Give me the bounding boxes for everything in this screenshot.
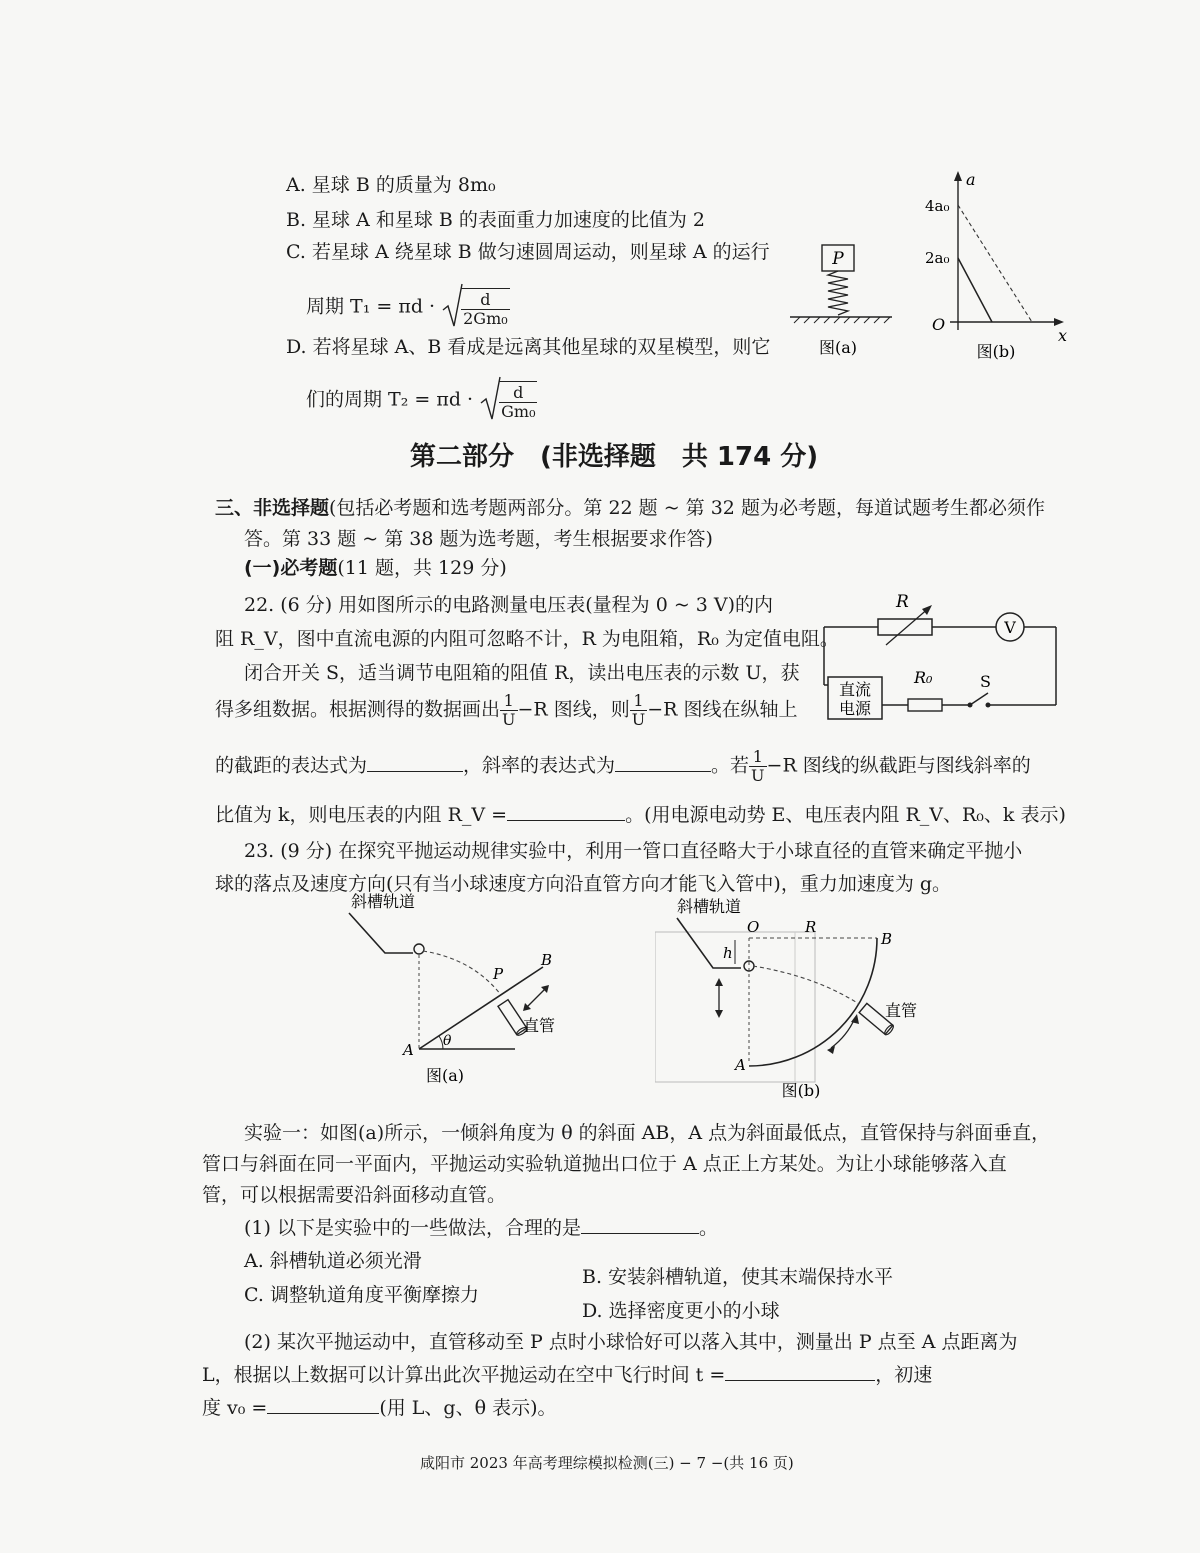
point-a-label: A [735,1056,746,1074]
q21-option-d-fraction: $\frac{d}{\text{Gm₀}}$ [501,382,536,421]
arrow-head-icon [715,1010,723,1018]
one-over-u-fraction: $\frac{1}{U}$ [751,747,765,785]
q23-figure-a [335,885,595,1095]
move-arrow [525,987,547,1009]
rv-answer-blank[interactable] [507,802,625,821]
x-axis-arrow-icon [1054,318,1064,326]
section3-line2: 答。第 33 题 ~ 第 38 题为选考题，考生根据要求作答) [244,528,713,550]
dc-source-label-2: 电源 [838,699,872,718]
fig-b-caption: 图(b) [976,342,1016,361]
q22-line1: 22. (6 分) 用如图所示的电路测量电压表(量程为 0 ~ 3 V)的内 [244,594,774,616]
initial-velocity-answer-blank[interactable] [267,1395,379,1414]
q21-figures [780,165,1080,365]
q23-sub2-line3: 度 v₀ = (用 L、g、θ 表示)。 [202,1397,557,1419]
theta-label: θ [443,1033,452,1049]
sub1-answer-blank[interactable] [581,1215,699,1234]
a-x-graph [925,170,1067,361]
switch-s [970,693,988,705]
voltmeter-label: V [1004,618,1016,637]
point-o-label: O [747,918,760,936]
radius-label: R [805,918,817,936]
sqrt-icon [441,282,463,333]
q22-line3: 闭合开关 S，适当调节电阻箱的阻值 R，读出电压表的示数 U，获 [244,662,800,684]
fig-a-caption: 图(a) [425,1066,465,1085]
arrow-head-icon [922,605,932,615]
q21-option-c: C. 若星球 A 绕星球 B 做匀速圆周运动，则星球 A 的运行 [286,241,770,263]
q23-sub2-line1: (2) 某次平抛运动中，直管移动至 P 点时小球恰好可以落入其中，测量出 P 点至 A 点距离为 [244,1331,1018,1353]
arc-board [749,938,877,1066]
trajectory [423,951,501,995]
point-b-label: B [881,930,893,948]
q22-line6: 比值为 k，则电压表的内阻 R_V = 。(用电源电动势 E、电压表内阻 R_V、R₀、k 表示) [215,804,1066,826]
q22-line5: 的截距的表达式为 ，斜率的表达式为 。若 $\frac{1}{U}$ −R 图线的纵截距与图线斜率的 [215,747,1031,785]
q21-option-b: B. 星球 A 和星球 B 的表面重力加速度的比值为 2 [286,209,706,231]
q22-circuit-diagram [812,585,1062,730]
fig-b-caption: 图(b) [781,1081,821,1100]
required-section-title: (一)必考题(11 题，共 129 分) [244,557,507,579]
q22-line2: 阻 R_V，图中直流电源的内阻可忽略不计，R 为电阻箱，R₀ 为定值电阻。 [215,628,839,650]
dc-source-label-1: 直流 [838,680,872,699]
one-over-u-fraction: $\frac{1}{U}$ [631,691,646,729]
track-label: 斜槽轨道 [351,892,416,911]
solid-line [958,258,992,322]
ball-icon [414,944,424,954]
spring [828,271,848,315]
point-p-label: P [493,965,504,983]
option-b: B. 安装斜槽轨道，使其末端保持水平 [582,1266,894,1288]
page-footer: 咸阳市 2023 年高考理综模拟检测(三) − 7 −(共 16 页) [420,1454,794,1472]
fig-a-caption: 图(a) [818,338,858,357]
tube-label: 直管 [523,1016,556,1035]
switch-contact-icon [986,703,991,708]
label-r: R [896,592,909,612]
option-a: A. 斜槽轨道必须光滑 [244,1250,422,1272]
q21-option-c-period: 周期 T₁ = πd · [306,295,436,318]
q21-option-d: D. 若将星球 A、B 看成是远离其他星球的双星模型，则它 [286,336,771,358]
label-r0: R₀ [914,668,933,687]
point-a-label: A [403,1041,414,1059]
q21-option-d-formula [306,375,537,426]
q23-figure-b [655,890,955,1105]
tube-label: 直管 [885,1001,918,1020]
section3-line1: 三、非选择题(包括必考题和选考题两部分。第 22 题 ~ 第 32 题为必考题，每道试题考生都必须作 [215,497,1045,519]
intercept-answer-blank[interactable] [367,753,463,772]
dashed-line [958,205,1032,322]
tick-2a0: 2a₀ [925,249,950,267]
sqrt-icon [479,375,501,426]
q23-line1: 23. (9 分) 在探究平抛运动规律实验中，利用一管口直径略大于小球直径的直管来确定平抛小 [244,840,1023,862]
point-b-label: B [541,951,553,969]
variable-arrow [886,607,930,645]
q21-option-a: A. 星球 B 的质量为 8m₀ [286,174,496,196]
tick-4a0: 4a₀ [925,197,950,215]
option-c: C. 调整轨道角度平衡摩擦力 [244,1284,479,1306]
track-label: 斜槽轨道 [677,897,742,916]
trajectory [753,966,859,1004]
chute-track [349,913,413,953]
q23-sub2-line2: L，根据以上数据可以计算出此次平抛运动在空中飞行时间 t = ，初速 [202,1364,933,1386]
slope-answer-blank[interactable] [615,753,711,772]
label-s: S [980,672,991,691]
experiment1-line3: 管，可以根据需要沿斜面移动直管。 [202,1184,507,1206]
q23-sub1: (1) 以下是实验中的一些做法，合理的是 。 [244,1217,718,1239]
resistor-box-r [878,619,932,635]
one-over-u-fraction: $\frac{1}{U}$ [502,691,516,729]
x-axis-label: x [1058,326,1068,345]
q22-line4: 得多组数据。根据测得的数据画出 $\frac{1}{U}$ −R 图线，则 $\frac{1}{U}$ −R 图线在纵轴上 [215,691,798,729]
q21-option-d-period: 们的周期 T₂ = πd · [306,388,474,411]
arrow-head-icon [715,978,723,986]
part2-heading: 第二部分 (非选择题 共 174 分) [410,442,819,472]
y-axis-arrow-icon [954,171,962,181]
spring-block-diagram [790,245,892,357]
origin-label: O [932,315,946,334]
ground-hatching [794,317,890,323]
experiment1-line1: 实验一：如图(a)所示，一倾斜角度为 θ 的斜面 AB，A 点为斜面最低点，直管保持与斜面垂直， [244,1122,1051,1144]
height-label: h [723,944,733,962]
experiment1-line2: 管口与斜面在同一平面内，平抛运动实验轨道抛出口位于 A 点正上方某处。为让小球能够落入直 [202,1153,1007,1175]
q21-option-c-formula [306,282,510,333]
block-p-label: P [832,249,844,269]
flight-time-answer-blank[interactable] [725,1362,875,1381]
resistor-r0 [908,699,942,711]
q23-line2: 球的落点及速度方向(只有当小球速度方向沿直管方向才能飞入管中)，重力加速度为 g。 [215,873,952,895]
option-d: D. 选择密度更小的小球 [582,1300,780,1322]
q21-option-c-fraction: $\frac{d}{\text{2Gm₀}}$ [463,289,508,328]
y-axis-label: a [966,170,976,189]
